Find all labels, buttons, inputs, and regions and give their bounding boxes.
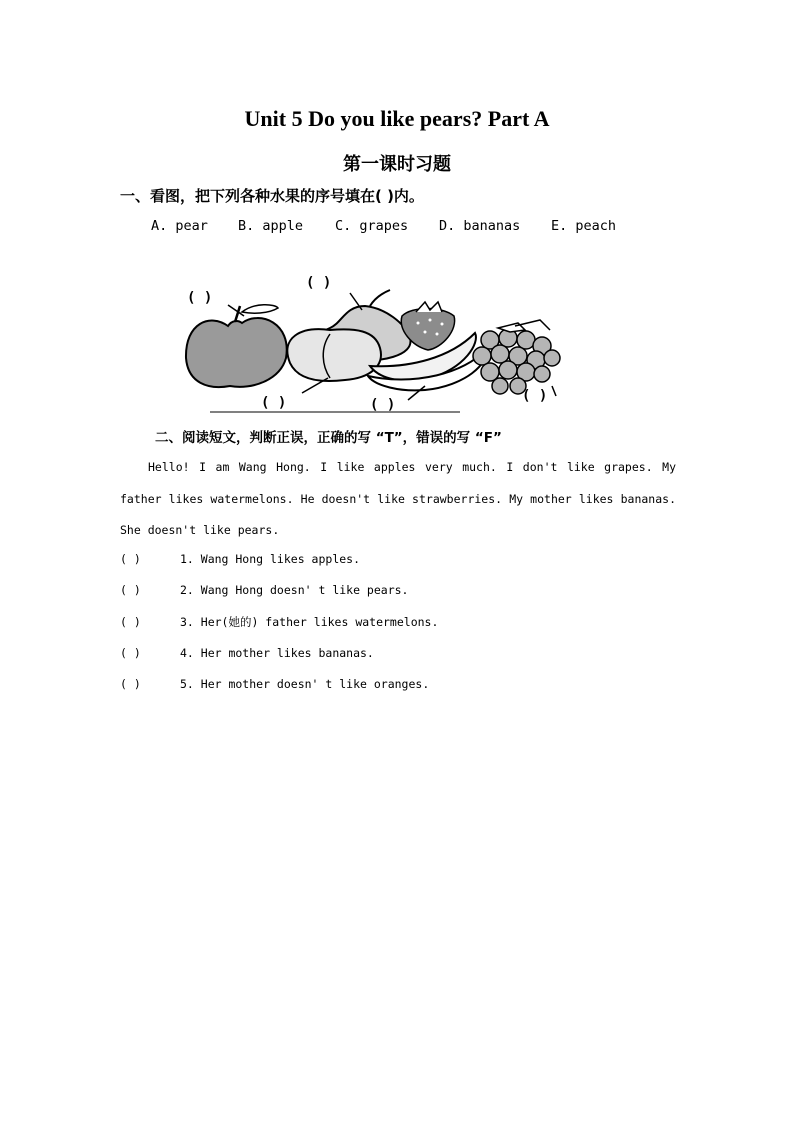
option-c: C. grapes [335,218,409,234]
question-4 [120,646,374,660]
apple-drawing [186,305,287,387]
page-subtitle: 第一课时习题 [343,154,451,175]
answer-blank[interactable]: ( ) [120,552,141,566]
blank-bananas[interactable]: ( ) [370,397,396,413]
blank-pear[interactable]: ( ) [306,275,332,291]
option-d: D. bananas [439,218,521,234]
answer-blank[interactable]: ( ) [120,583,141,597]
reading-passage: Hello! I am Wang Hong. I like apples very much. I don't like grapes. My father likes watermelons. He doesn't like strawberries. My mother likes bananas. She doesn't like pears. [120,460,676,537]
question-1 [120,552,360,566]
peach-drawing [287,329,381,381]
page-title: Unit 5 Do you like pears? Part A [244,106,550,131]
question-2 [120,583,408,597]
question-text: 1. Wang Hong likes apples. [180,552,361,566]
blank-apple[interactable]: ( ) [187,290,213,306]
answer-blank[interactable]: ( ) [120,615,141,629]
question-text: 5. Her mother doesn' t like oranges. [180,677,430,691]
option-e: E. peach [551,218,617,234]
blank-grapes[interactable]: ( ) [522,388,548,404]
section2-heading: 二、阅读短文，判断正误，正确的写 “T”，错误的写 “F” [155,430,502,446]
question-text: 2. Wang Hong doesn' t like pears. [180,583,409,597]
question-text: 3. Her(她的) father likes watermelons. [180,615,439,629]
question-3 [120,614,438,630]
grapes-drawing [473,320,560,394]
option-b: B. apple [238,218,304,234]
question-text: 4. Her mother likes bananas. [180,646,374,660]
option-a: A. pear [151,218,208,234]
section1-heading: 一、看图，把下列各种水果的序号填在( )内。 [120,187,424,205]
blank-peach[interactable]: ( ) [261,395,287,411]
answer-blank[interactable]: ( ) [120,646,141,660]
question-5 [120,677,429,691]
answer-blank[interactable]: ( ) [120,677,141,691]
